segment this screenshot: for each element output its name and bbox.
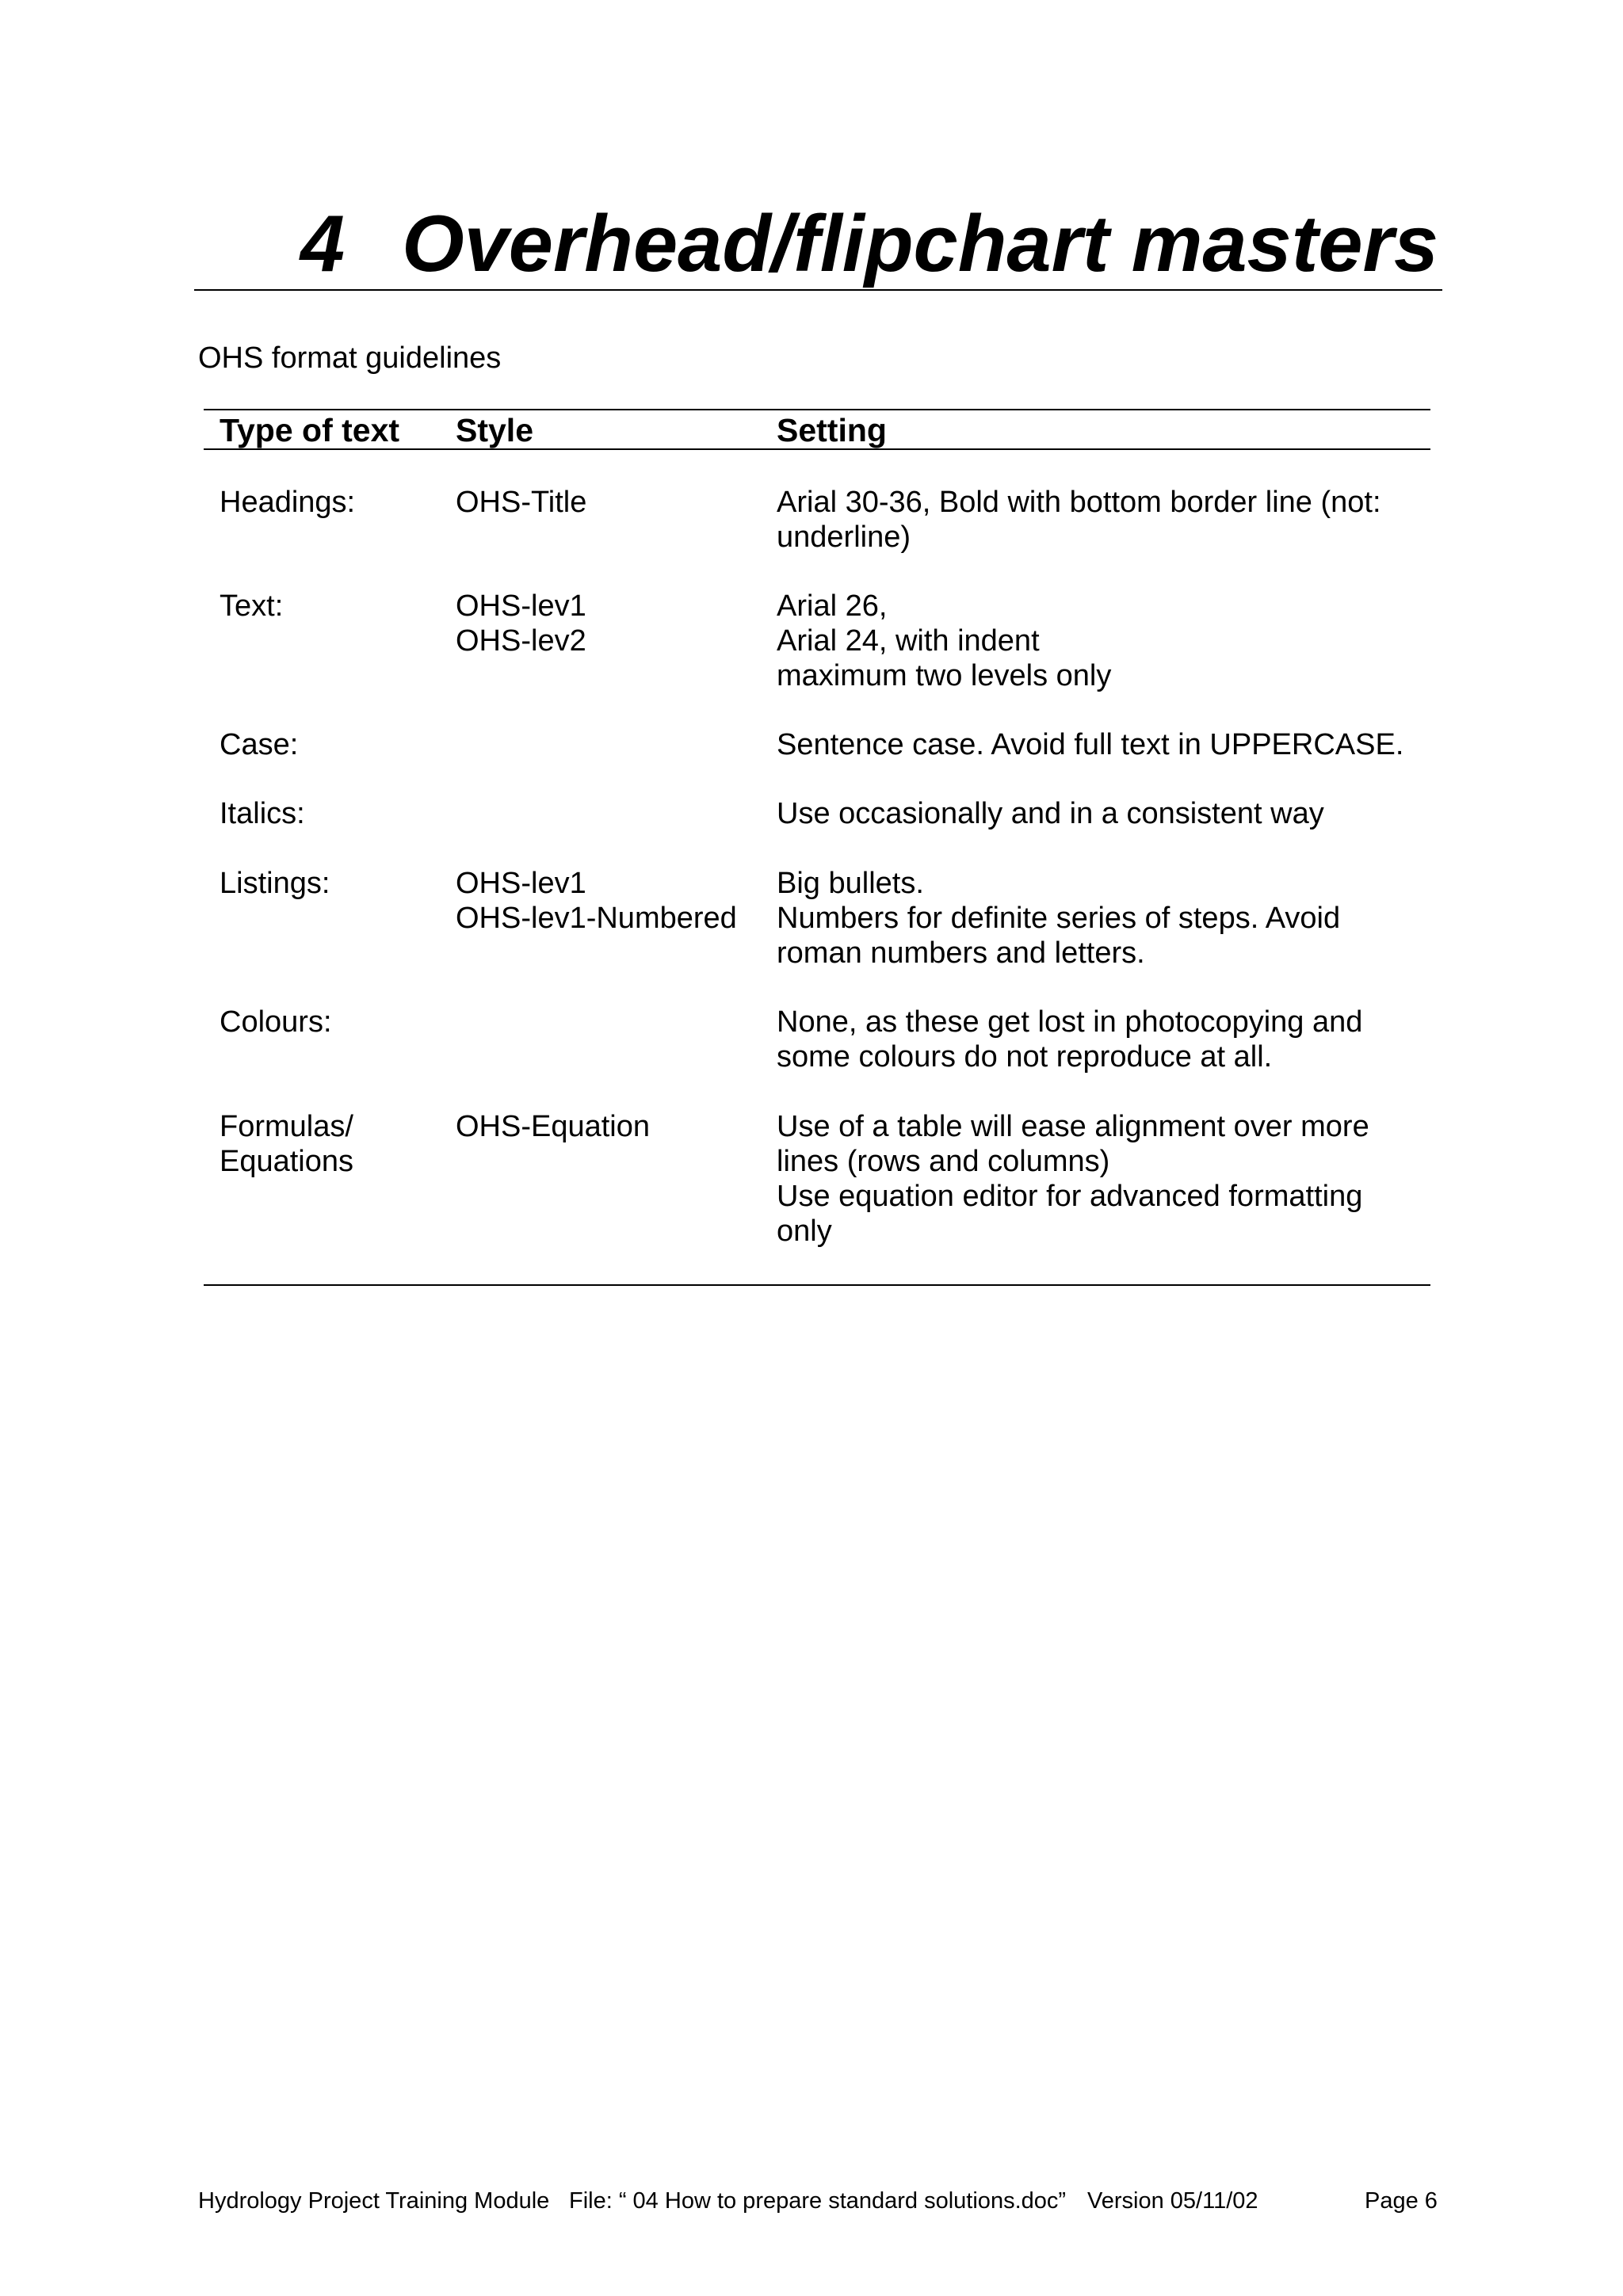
type-cell: Colours:: [220, 1005, 332, 1039]
type-cell: Text:: [220, 589, 284, 623]
style-cell: OHS-Equation: [456, 1110, 651, 1143]
setting-cell: Sentence case. Avoid full text in UPPERCASE.: [777, 728, 1404, 761]
footer-module: Hydrology Project Training Module: [198, 2188, 550, 2214]
column-header-type: Type of text: [220, 412, 400, 448]
setting-cell: Big bullets. Numbers for definite series of steps. Avoid roman numbers and letters.: [777, 867, 1341, 970]
style-cell: OHS-lev1 OHS-lev2: [456, 589, 586, 658]
column-header-style: Style: [456, 412, 533, 448]
footer-page-number: Page 6: [1365, 2188, 1438, 2214]
type-cell: Formulas/ Equations: [220, 1110, 354, 1178]
type-cell: Italics:: [220, 797, 305, 830]
setting-cell: Use occasionally and in a consistent way: [777, 797, 1324, 830]
table-header-rule: [204, 448, 1430, 450]
style-cell: OHS-Title: [456, 486, 587, 519]
footer-file: File: “ 04 How to prepare standard solutions.doc”: [569, 2188, 1067, 2214]
type-cell: Headings:: [220, 486, 356, 519]
setting-cell: None, as these get lost in photocopying and some colours do not reproduce at all.: [777, 1005, 1363, 1074]
table-caption: OHS format guidelines: [198, 341, 502, 375]
setting-cell: Arial 26, Arial 24, with indent maximum two levels only: [777, 589, 1112, 692]
heading-border-line: [194, 289, 1442, 291]
setting-cell: Use of a table will ease alignment over more lines (rows and columns) Use equation editor for advanced formatting only: [777, 1110, 1369, 1248]
style-cell: OHS-lev1 OHS-lev1-Numbered: [456, 867, 737, 935]
type-cell: Case:: [220, 728, 299, 761]
page-heading: [194, 196, 1438, 292]
footer-version: Version 05/11/02: [1087, 2188, 1258, 2214]
heading-number: 4: [300, 200, 346, 288]
heading-title: Overhead/flipchart masters: [402, 200, 1438, 288]
column-header-setting: Setting: [777, 412, 887, 448]
type-cell: Listings:: [220, 867, 330, 900]
table-bottom-rule: [204, 1284, 1430, 1286]
setting-cell: Arial 30-36, Bold with bottom border line (not: underline): [777, 486, 1381, 554]
